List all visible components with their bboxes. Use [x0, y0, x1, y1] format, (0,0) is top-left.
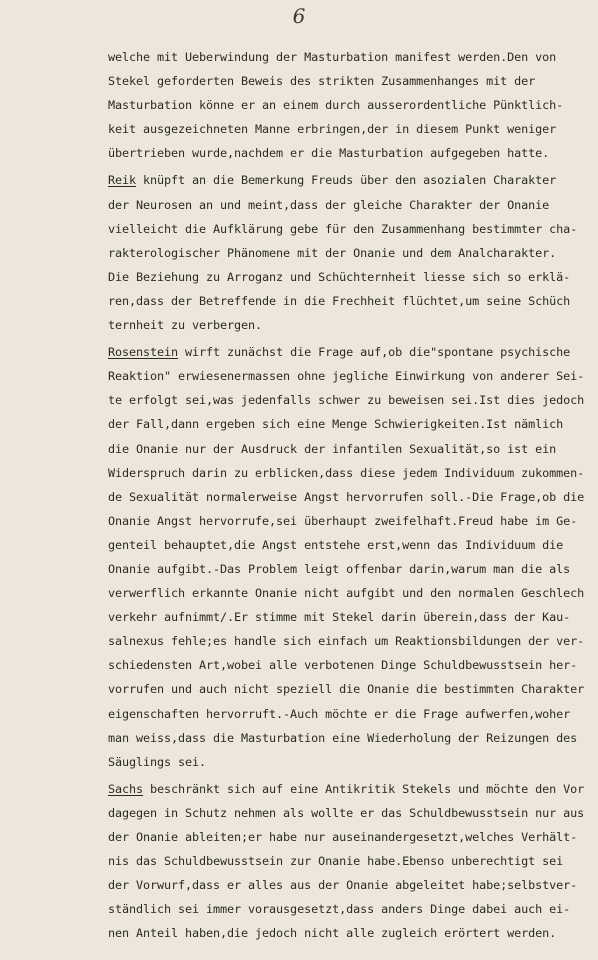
text-line-rest: beschränkt sich auf eine Antikritik Stekels und möchte den Vor	[143, 781, 585, 796]
text-line: Masturbation könne er an einem durch ausserordentliche Pünktlich-	[108, 98, 564, 113]
text-line: nen Anteil haben,die jedoch nicht alle zugleich erörtert werden.	[108, 926, 557, 941]
text-line: verwerflich erkannte Onanie nicht aufgibt und den normalen Geschlech	[108, 586, 585, 601]
text-line: Die Beziehung zu Arroganz und Schüchternheit liesse sich so erklä-	[108, 269, 571, 284]
text-line: der Fall,dann ergeben sich eine Menge Schwierigkeiten.Ist nämlich	[108, 417, 564, 432]
paragraph-sachs-first-line	[108, 777, 592, 801]
text-line: ständlich sei immer vorausgesetzt,dass anders Dinge dabei auch ei-	[108, 902, 571, 917]
speaker-name-sachs: Sachs	[108, 781, 144, 796]
text-line: übertrieben wurde,nachdem er die Masturbation aufgegeben hatte.	[108, 146, 550, 161]
text-line: der Neurosen an und meint,dass der gleiche Charakter der Onanie	[108, 197, 550, 212]
text-line: ren,dass der Betreffende in die Frechheit flüchtet,um seine Schüch	[108, 293, 571, 308]
text-line: vorrufen und auch nicht speziell die Onanie die bestimmten Charakter	[108, 682, 585, 697]
text-line: vielleicht die Aufklärung gebe für den Zusammenhang bestimmter cha-	[108, 221, 578, 236]
paragraph-rosenstein-first-line	[108, 340, 592, 364]
text-line: welche mit Ueberwindung der Masturbation manifest werden.Den von	[108, 50, 557, 64]
text-line: rakterologischer Phänomene mit der Onanie und dem Analcharakter.	[108, 245, 557, 260]
text-line-rest: knüpft an die Bemerkung Freuds über den asozialen Charakter	[136, 173, 557, 188]
text-line: schiedensten Art,wobei alle verbotenen Dinge Schuldbewusstsein her-	[108, 658, 578, 673]
text-line: salnexus fehle;es handle sich einfach um Reaktionsbildungen der ver-	[108, 634, 585, 649]
speaker-name-reik: Reik	[108, 173, 137, 188]
text-line: de Sexualität normalerweise Angst hervorrufen soll.-Die Frage,ob die	[108, 489, 585, 504]
text-line: Widerspruch darin zu erblicken,dass diese jedem Individuum zukommen-	[108, 465, 585, 480]
text-line: man weiss,dass die Masturbation eine Wiederholung der Reizungen des	[108, 730, 578, 745]
text-line: eigenschaften hervorruft.-Auch möchte er die Frage aufwerfen,woher	[108, 706, 571, 721]
speaker-name-rosenstein: Rosenstein	[108, 345, 179, 360]
page-number: 6	[292, 4, 306, 28]
text-line: keit ausgezeichneten Manne erbringen,der in diesem Punkt weniger	[108, 122, 557, 137]
text-line: ternheit zu verbergen.	[108, 318, 263, 333]
text-line: der Vorwurf,dass er alles aus der Onanie abgeleitet habe;selbstver-	[108, 878, 578, 893]
paragraph-reik-first-line	[108, 168, 592, 192]
text-line: dagegen in Schutz nehmen als wollte er das Schuldbewusstsein nur aus	[108, 805, 585, 820]
text-line: nis das Schuldbewusstsein zur Onanie habe.Ebenso unberechtigt sei	[108, 854, 564, 869]
text-line: genteil behauptet,die Angst entstehe erst,wenn das Individuum die	[108, 537, 564, 552]
text-line: Stekel geforderten Beweis des strikten Zusammenhanges mit der	[108, 74, 536, 89]
text-line: verkehr aufnimmt/.Er stimme mit Stekel darin überein,dass der Kau-	[108, 610, 571, 625]
text-line: der Onanie ableiten;er habe nur auseinandergesetzt,welches Verhält-	[108, 830, 578, 844]
text-line-rest: wirft zunächst die Frage auf,ob die"spontane psychische	[178, 345, 571, 360]
text-line: te erfolgt sei,was jedenfalls schwer zu beweisen sei.Ist dies jedoch	[108, 393, 585, 408]
text-line: Säuglings sei.	[108, 754, 207, 769]
text-line: Onanie Angst hervorrufe,sei überhaupt zweifelhaft.Freud habe im Ge-	[108, 513, 578, 528]
text-line: die Onanie nur der Ausdruck der infantilen Sexualität,so ist ein	[108, 441, 557, 456]
text-line: Reaktion" erwiesenermassen ohne jegliche Einwirkung von anderer Sei-	[108, 369, 585, 384]
page-body	[108, 45, 592, 945]
text-line: Onanie aufgibt.-Das Problem leigt offenbar darin,warum man die als	[108, 561, 571, 576]
